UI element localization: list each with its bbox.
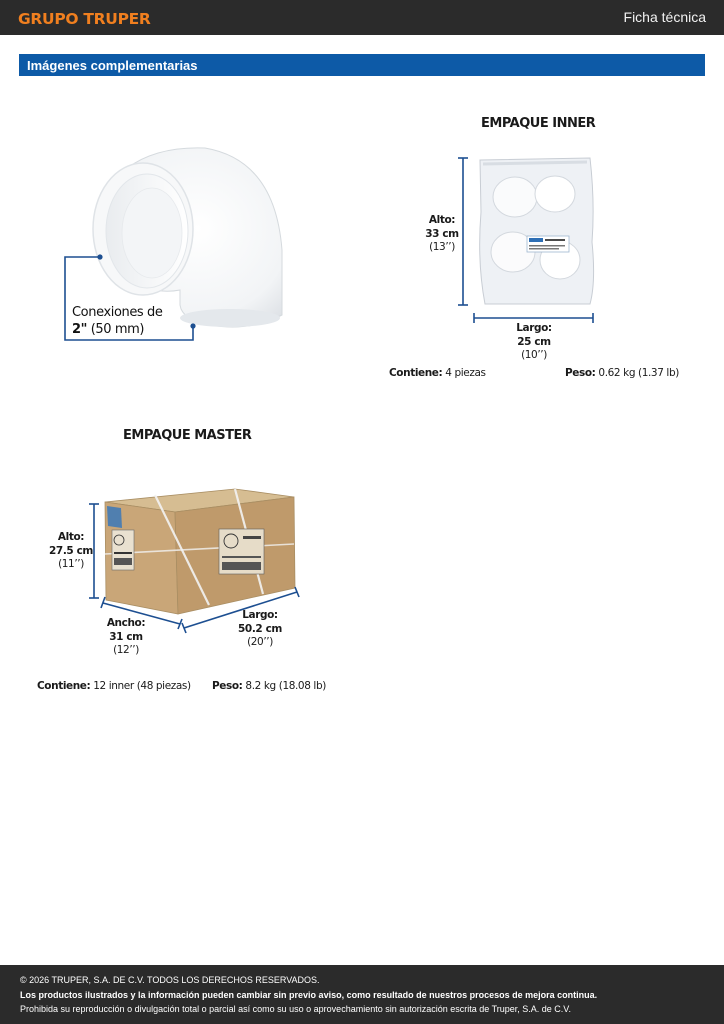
doc-title: Ficha técnica	[623, 9, 706, 25]
section-title: Imágenes complementarias	[27, 58, 198, 73]
master-ancho-imperial: (12’’)	[113, 644, 139, 656]
master-peso	[212, 680, 326, 692]
inner-largo-label: Largo:	[516, 322, 552, 334]
master-peso-label: Peso:	[212, 680, 243, 692]
master-largo-imperial: (20’’)	[247, 636, 273, 648]
truper-logo[interactable]: GRUPO TRUPER	[18, 10, 151, 28]
inner-contiene-value: 4 piezas	[442, 367, 486, 379]
callout-size: 2"	[72, 322, 88, 337]
inner-alto	[420, 214, 464, 255]
inner-alto-label: Alto:	[428, 214, 456, 226]
master-alto-value: 27.5 cm	[49, 544, 93, 557]
master-ancho-label: Ancho:	[106, 617, 146, 629]
inner-contiene-label: Contiene:	[389, 367, 443, 379]
master-largo-value: 50.2 cm	[238, 622, 282, 635]
master-ancho-value: 31 cm	[109, 630, 143, 643]
master-alto-imperial: (11’’)	[58, 558, 84, 570]
master-title: EMPAQUE MASTER	[123, 428, 252, 443]
header-bar	[0, 0, 724, 35]
inner-contiene	[389, 367, 486, 379]
master-alto	[48, 531, 94, 572]
master-peso-value: 8.2 kg (18.08 lb)	[242, 680, 326, 692]
callout-line-1: Conexiones de	[72, 305, 163, 320]
callout-line-2	[72, 321, 163, 338]
footer	[0, 965, 724, 1024]
master-contiene	[37, 680, 191, 692]
inner-bag-image	[455, 152, 605, 327]
inner-peso	[565, 367, 679, 379]
inner-largo	[508, 322, 560, 363]
inner-peso-value: 0.62 kg (1.37 lb)	[595, 367, 679, 379]
master-alto-label: Alto:	[57, 531, 85, 543]
callout-size-metric: (50 mm)	[87, 322, 145, 337]
master-largo	[232, 609, 288, 650]
inner-largo-imperial: (10’’)	[521, 349, 547, 361]
product-callout	[72, 304, 163, 338]
inner-largo-value: 25 cm	[517, 335, 551, 348]
master-contiene-value: 12 inner (48 piezas)	[90, 680, 191, 692]
inner-title: EMPAQUE INNER	[481, 116, 596, 131]
master-ancho	[100, 617, 152, 658]
inner-alto-value: 33 cm	[425, 227, 459, 240]
master-contiene-label: Contiene:	[37, 680, 91, 692]
footer-copyright: © 2026 TRUPER, S.A. DE C.V. TODOS LOS DERECHOS RESERVADOS.	[20, 975, 320, 985]
footer-notice: Los productos ilustrados y la información pueden cambiar sin previo aviso, como resultado de nuestros procesos de mejora continua.	[20, 990, 598, 1000]
inner-alto-imperial: (13’’)	[429, 241, 455, 253]
master-largo-label: Largo:	[242, 609, 278, 621]
footer-prohibition: Prohibida su reproducción o divulgación total o parcial así como su uso o aprovechamiento sin autorización escrita de Truper, S.A. de C.V.	[20, 1004, 571, 1014]
section-header	[19, 54, 705, 76]
inner-peso-label: Peso:	[565, 367, 596, 379]
